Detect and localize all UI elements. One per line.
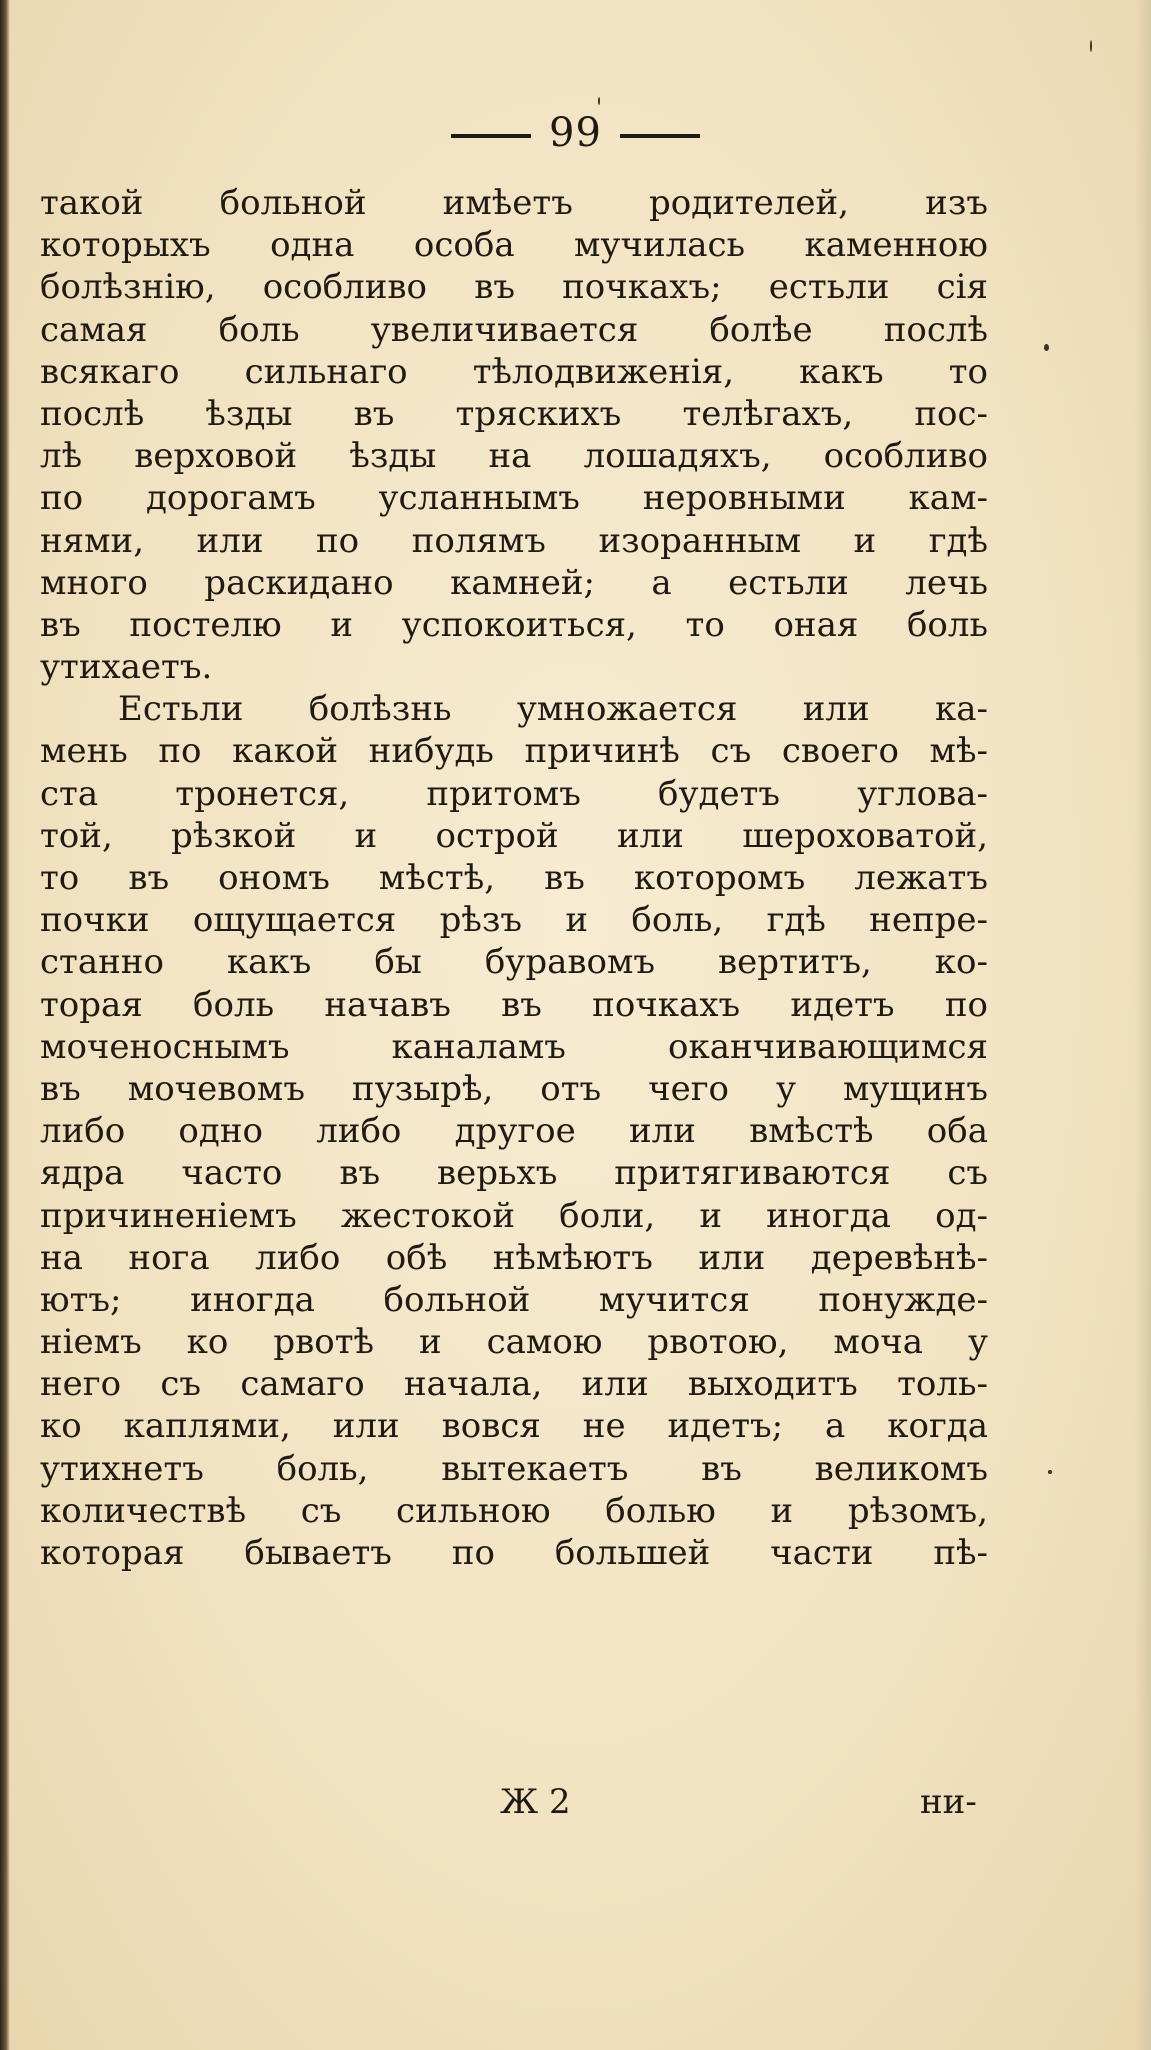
text-line: него съ самаго начала, или выходитъ толь- bbox=[40, 1364, 988, 1405]
paper-speck bbox=[598, 97, 600, 105]
text-line: ко каплями, или вовся не идетъ; а когда bbox=[40, 1406, 988, 1447]
paper-speck bbox=[1048, 1470, 1052, 1474]
text-line: послѣ ѣзды въ тряскихъ телѣгахъ, пос- bbox=[40, 393, 988, 434]
text-line: въ постелю и успокоиться, то оная боль bbox=[40, 604, 988, 645]
text-line: ютъ; иногда больной мучится понужде- bbox=[40, 1279, 988, 1320]
text-line: всякаго сильнаго тѣлодвиженія, какъ то bbox=[40, 351, 988, 392]
text-line: нями, или по полямъ изоранным и гдѣ bbox=[40, 520, 988, 561]
text-line: ста тронется, притомъ будетъ углова- bbox=[40, 773, 988, 814]
text-line: станно какъ бы буравомъ вертитъ, ко- bbox=[40, 942, 988, 983]
text-line: которая бываетъ по большей части пѣ- bbox=[40, 1533, 988, 1573]
text-line: то въ ономъ мѣстѣ, въ которомъ лежатъ bbox=[40, 858, 988, 898]
page-header bbox=[0, 110, 1151, 156]
text-line: много раскидано камней; а естьли лечь bbox=[40, 562, 988, 603]
text-line: ядра часто въ верьхъ притягиваются съ bbox=[40, 1153, 988, 1194]
text-line: самая боль увеличивается болѣе послѣ bbox=[40, 309, 988, 350]
page-footer bbox=[0, 1782, 1151, 1826]
text-line: которыхъ одна особа мучилась каменною bbox=[40, 225, 988, 266]
paragraph-end-line: утихаетъ. bbox=[40, 647, 213, 688]
body-text bbox=[40, 182, 988, 1574]
header-right-rule bbox=[620, 134, 700, 138]
text-line: почки ощущается рѣзъ и боль, гдѣ непре- bbox=[40, 900, 988, 941]
paper-speck bbox=[1044, 344, 1049, 351]
catchword: ни- bbox=[920, 1782, 977, 1822]
text-line: моченоснымъ каналамъ оканчивающимся bbox=[40, 1026, 988, 1067]
text-line: въ мочевомъ пузырѣ, отъ чего у мущинъ bbox=[40, 1068, 988, 1109]
text-line: такой больной имѣетъ родителей, изъ bbox=[40, 183, 988, 223]
text-line: утихнетъ боль, вытекаетъ въ великомъ bbox=[40, 1448, 988, 1489]
text-line: на нога либо обѣ нѣмѣютъ или деревѣнѣ- bbox=[40, 1237, 988, 1278]
text-line: мень по какой нибудь причинѣ съ своего мѣ- bbox=[40, 731, 988, 772]
header-left-rule bbox=[451, 134, 531, 138]
text-line: торая боль начавъ въ почкахъ идетъ по bbox=[40, 984, 988, 1025]
page-outer-edge bbox=[1135, 0, 1151, 2050]
text-line: количествѣ съ сильною болью и рѣзомъ, bbox=[40, 1490, 988, 1531]
text-line: болѣзнію, особливо въ почкахъ; естьли сія bbox=[40, 267, 988, 308]
text-line: причиненіемъ жестокой боли, и иногда од- bbox=[40, 1195, 988, 1236]
page-number: 99 bbox=[549, 110, 602, 156]
text-line: ніемъ ко рвотѣ и самою рвотою, моча у bbox=[40, 1322, 988, 1363]
text-line: лѣ верховой ѣзды на лошадяхъ, особливо bbox=[40, 436, 988, 477]
text-line: либо одно либо другое или вмѣстѣ оба bbox=[40, 1111, 988, 1152]
paper-speck bbox=[1090, 40, 1092, 52]
page-binding-edge bbox=[0, 0, 10, 2050]
text-line: по дорогамъ усланнымъ неровными кам- bbox=[40, 478, 988, 519]
text-line: той, рѣзкой и острой или шероховатой, bbox=[40, 815, 988, 856]
paragraph-start-line: Естьли болѣзнь умножается или ка- bbox=[118, 689, 988, 730]
printer-signature-mark: Ж 2 bbox=[500, 1782, 571, 1822]
